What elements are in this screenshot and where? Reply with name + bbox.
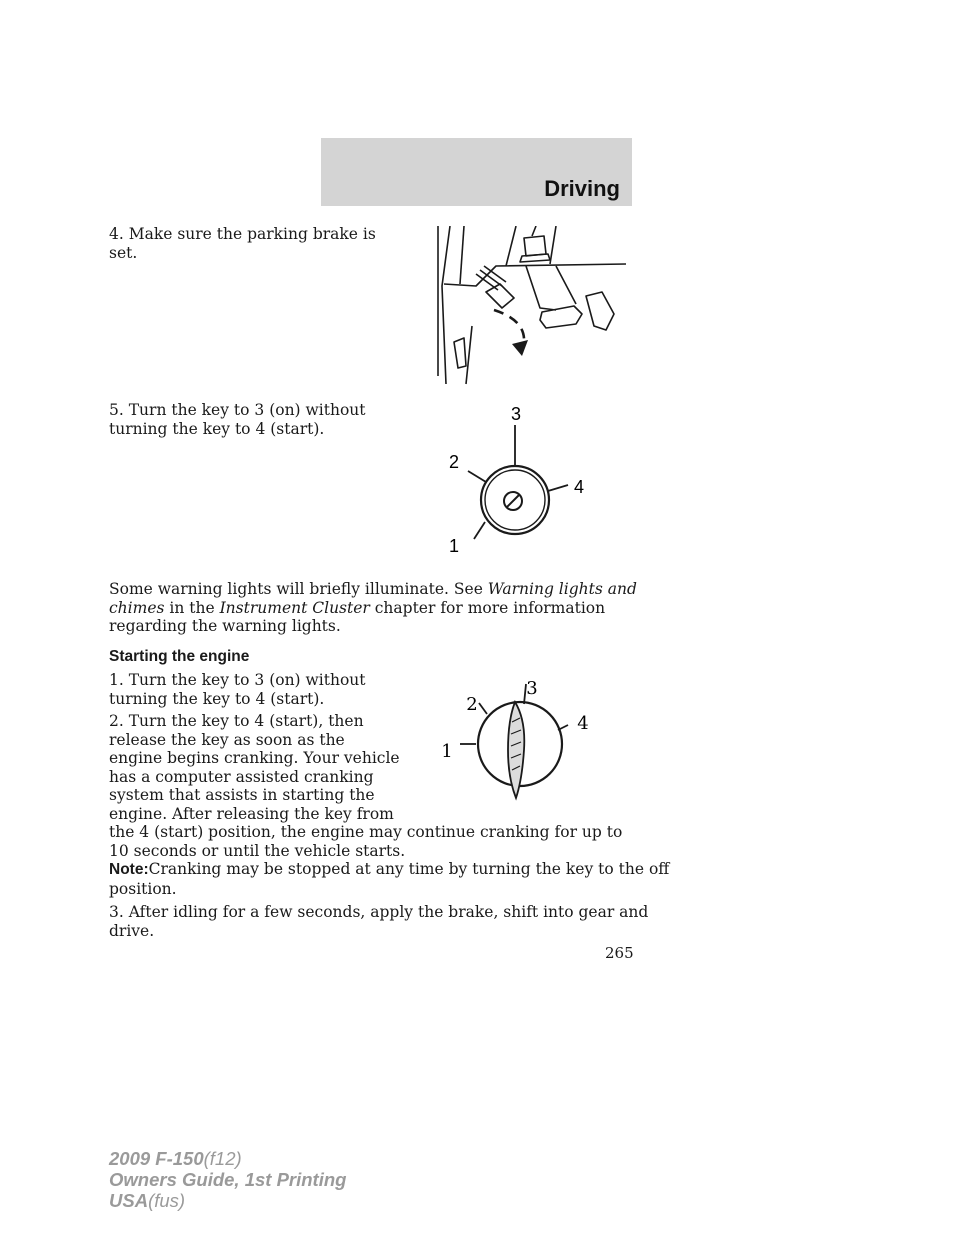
footer-printing: Owners Guide, 1st Printing (109, 1169, 347, 1190)
position-2-label: 2 (448, 452, 460, 472)
position-1-label: 1 (448, 536, 460, 556)
note-text: Cranking may be stopped at any time by turning the key to the off position. (109, 860, 670, 898)
step-parking-brake: 4. Make sure the parking brake is set. (109, 225, 376, 262)
warning-lights-paragraph (109, 580, 649, 636)
position-2-label: 2 (466, 694, 478, 715)
section-heading: Starting the engine (109, 648, 250, 665)
position-3-label: 3 (526, 678, 538, 699)
footer-line-2 (109, 1169, 346, 1190)
footer-line-1 (109, 1148, 346, 1169)
note-paragraph (109, 860, 670, 898)
print-footer (109, 1148, 346, 1211)
ignition-diagram-serif (430, 670, 600, 820)
position-4-label: 4 (573, 477, 585, 497)
warning-text-3: chapter for more information regarding the warning lights. (109, 598, 606, 635)
chapter-header-band (321, 138, 632, 206)
start-step-1: 1. Turn the key to 3 (on) without turning the key to 4 (start). (109, 671, 366, 708)
key-blade-icon (508, 702, 524, 798)
start-step-2: 2. Turn the key to 4 (start), then release the key as soon as the engine begins cranking. Your vehicle has a computer assisted cranking system that assists in starting the engine. After releasing the key from the 4 (start) position, the engine may continue cranking for up to 10 seconds or until the vehicle starts. (109, 712, 623, 860)
warning-text-1: Some warning lights will briefly illuminate. See (109, 580, 488, 598)
footer-model: 2009 F-150 (109, 1148, 204, 1169)
footer-line-3 (109, 1190, 346, 1211)
ignition-diagram-sans (430, 395, 600, 575)
start-step-3: 3. After idling for a few seconds, apply the brake, shift into gear and drive. (109, 903, 649, 940)
footer-market-code: (fus) (148, 1190, 186, 1211)
chapter-title: Driving (544, 176, 620, 201)
ref-warning-lights: Warning lights and chimes (109, 580, 637, 617)
note-label: Note: (109, 861, 149, 878)
position-3-label: 3 (510, 404, 522, 424)
parking-brake-illustration (436, 226, 626, 386)
position-4-label: 4 (577, 713, 589, 734)
page-number: 265 (605, 944, 634, 962)
position-1-label: 1 (441, 741, 453, 762)
footer-market: USA (109, 1190, 149, 1211)
ref-instrument-cluster: Instrument Cluster (219, 598, 370, 617)
warning-text-2: in the (164, 598, 220, 617)
footer-model-code: (f12) (203, 1148, 242, 1169)
step-turn-key-on: 5. Turn the key to 3 (on) without turning the key to 4 (start). (109, 401, 366, 438)
